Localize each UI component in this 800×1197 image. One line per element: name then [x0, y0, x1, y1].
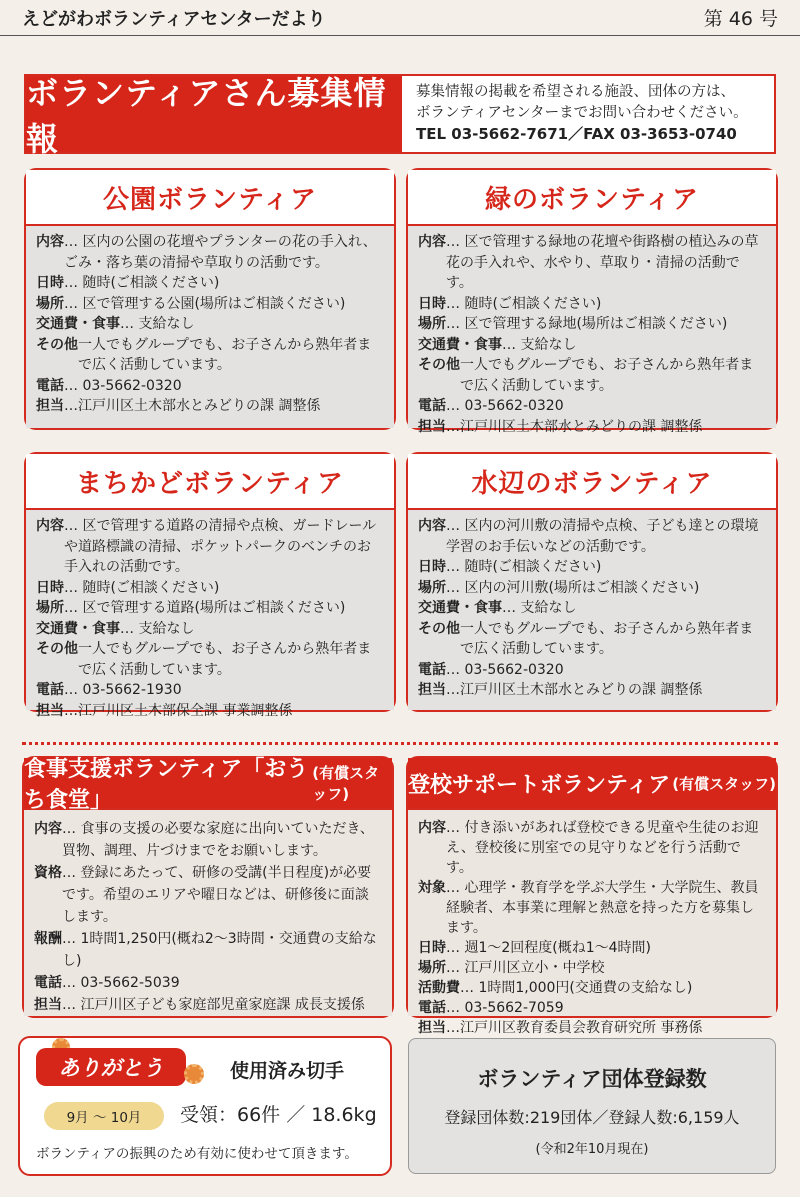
card-body [26, 510, 394, 719]
card-green [406, 168, 778, 435]
card-school-support [406, 756, 778, 1036]
row-content: 内容 … 付き添いがあれば登校できる児童や生徒のお迎え、登校後に別室での見守りなどを行う活動です。 [418, 820, 759, 876]
row-contact: 担当 …江戸川区土木部水とみどりの課 調整係 [418, 418, 703, 435]
thanks-box [18, 1036, 392, 1176]
row-place: 場所 … 区で管理する緑地(場所はご相談ください) [418, 316, 728, 332]
row-qualification: 資格 … 登録にあたって、研修の受講(半日程度)が必要です。希望のエリアや曜日などは、研修後に面談します。 [34, 865, 372, 925]
card-title: 食事支援ボランティア「おうち食堂」 (有償スタッフ) [24, 758, 392, 810]
banner-line-1: 募集情報の掲載を希望される施設、団体の方は、 [416, 84, 735, 100]
row-place: 場所 … 区で管理する公園(場所はご相談ください) [36, 295, 346, 312]
row-date: 日時 … 随時(ご相談ください) [36, 579, 220, 596]
paid-tag: (有償スタッフ) [312, 764, 380, 803]
row-date: 日時 … 随時(ご相談ください) [36, 275, 220, 291]
row-place: 場所 … 区内の河川敷(場所はご相談ください) [418, 579, 700, 596]
card-waterside [406, 452, 778, 712]
stamps-heading: 使用済み切手 [230, 1060, 345, 1082]
row-other: その他 一人でもグループでも、お子さんから熟年者まで広く活動しています。 [418, 620, 754, 657]
row-place: 場所 … 江戸川区立小・中学校 [418, 960, 605, 976]
row-content: 内容 … 区で管理する緑地の花壇や街路樹の植込みの草花の手入れや、水やり、草取り・清掃の活動です。 [418, 234, 759, 291]
flower-icon [184, 1064, 204, 1084]
row-content: 内容 … 食事の支援の必要な家庭に出向いていただき、買物、調理、片づけまでをお願いします。 [34, 821, 374, 859]
banner-title: ボランティアさん募集情報 [26, 76, 402, 152]
card-title: 緑のボランティア [408, 170, 776, 226]
registry-numbers: 登録団体数:219団体／登録人数:6,159人 [444, 1108, 740, 1127]
received-count: 受領：66件 ／ 18.6kg [180, 1104, 377, 1126]
row-content: 内容 … 区で管理する道路の清掃や点検、ガードレールや道路標識の清掃、ポケットパークのベンチのお手入れの活動です。 [36, 518, 377, 575]
banner-info [402, 76, 774, 152]
recruit-banner [24, 74, 776, 158]
registry-date: (令和2年10月現在) [535, 1142, 649, 1157]
thanks-badge: ありがとう [36, 1048, 186, 1086]
card-body [408, 226, 776, 435]
paid-tag: (有償スタッフ) [672, 774, 776, 793]
card-body [408, 510, 776, 710]
card-title: 水辺のボランティア [408, 454, 776, 510]
section-divider [22, 742, 778, 745]
row-place: 場所 … 区で管理する道路(場所はご相談ください) [36, 600, 346, 616]
banner-contact: TEL 03-5662-7671／FAX 03-3653-0740 [416, 125, 737, 143]
registry-title: ボランティア団体登録数 [477, 1067, 707, 1091]
page-header [0, 0, 800, 36]
thanks-note: ボランティアの振興のため有効に使わせて頂きます。 [36, 1146, 358, 1162]
row-transport: 交通費・食事 … 支給なし [418, 600, 577, 616]
row-content: 内容 … 区内の河川敷の清掃や点検、子ども達との環境学習のお手伝いなどの活動です。 [418, 518, 759, 555]
row-transport: 交通費・食事 … 支給なし [418, 336, 577, 353]
card-street [24, 452, 396, 719]
card-body [24, 810, 392, 1016]
row-contact: 担当 …江戸川区教育委員会教育研究所 事務係 [418, 1020, 703, 1036]
card-park [24, 168, 396, 430]
row-fee: 活動費 … 1時間1,000円(交通費の支給なし) [418, 980, 693, 996]
card-title: 公園ボランティア [26, 170, 394, 226]
row-other: その他 一人でもグループでも、お子さんから熟年者まで広く活動しています。 [418, 357, 754, 394]
card-title: 登校サポートボランティア (有償スタッフ) [408, 758, 776, 810]
card-body [408, 810, 776, 1036]
row-target: 対象 … 心理学・教育学を学ぶ大学生・大学院生、教員経験者、本事業に理解と熱意を持った方を募集します。 [418, 880, 759, 936]
row-other: その他 一人でもグループでも、お子さんから熟年者まで広く活動しています。 [36, 336, 372, 373]
row-phone: 電話 … 03-5662-0320 [418, 661, 564, 678]
row-phone: 電話 … 03-5662-1930 [36, 682, 182, 698]
issue-number: 第 46 号 [703, 8, 778, 30]
card-body [26, 226, 394, 428]
row-contact: 担当 …江戸川区土木部水とみどりの課 調整係 [418, 682, 703, 698]
row-phone: 電話 … 03-5662-5039 [34, 975, 180, 991]
card-home-meal [22, 756, 394, 1018]
row-date: 日時 … 随時(ご相談ください) [418, 559, 602, 575]
row-date: 日時 … 随時(ご相談ください) [418, 295, 602, 312]
row-phone: 電話 … 03-5662-0320 [36, 377, 182, 394]
row-content: 内容 … 区内の公園の花壇やプランターの花の手入れ、ごみ・落ち葉の清掃や草取りの活動です。 [36, 234, 377, 271]
row-phone: 電話 … 03-5662-7059 [418, 1000, 564, 1016]
card-title: まちかどボランティア [26, 454, 394, 510]
row-transport: 交通費・食事 … 支給なし [36, 620, 195, 637]
row-other: その他 一人でもグループでも、お子さんから熟年者まで広く活動しています。 [36, 641, 372, 678]
row-contact: 担当 …江戸川区土木部水とみどりの課 調整係 [36, 398, 321, 414]
period-badge: 9月 ～ 10月 [44, 1102, 164, 1130]
row-date: 日時 … 週1～2回程度(概ね1～4時間) [418, 940, 652, 956]
row-pay: 報酬 … 1時間1,250円(概ね2～3時間・交通費の支給なし) [34, 931, 377, 969]
banner-line-2: ボランティアセンターまでお問い合わせください。 [416, 105, 748, 121]
newsletter-title: えどがわボランティアセンターだより [22, 8, 326, 30]
registry-box [408, 1038, 776, 1174]
row-phone: 電話 … 03-5662-0320 [418, 398, 564, 414]
row-contact: 担当 …江戸川区土木部保全課 事業調整係 [36, 702, 293, 719]
row-contact: 担当 … 江戸川区子ども家庭部児童家庭課 成長支援係 [34, 997, 365, 1013]
row-transport: 交通費・食事 … 支給なし [36, 316, 195, 332]
